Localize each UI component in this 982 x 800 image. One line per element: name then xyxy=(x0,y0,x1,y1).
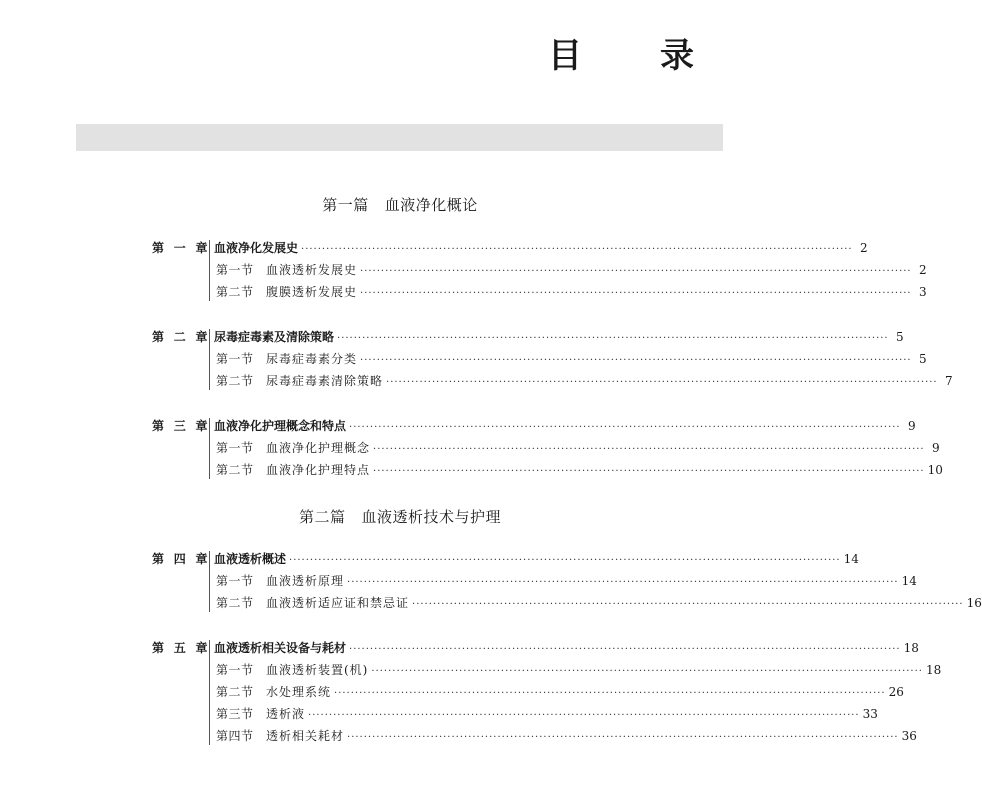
page-number: 5 xyxy=(918,352,927,366)
dot-leader: ···································································································································· xyxy=(360,288,912,299)
toc-entry-section[interactable] xyxy=(152,370,953,392)
toc-entry-chapter[interactable] xyxy=(152,237,868,259)
page-number: 9 xyxy=(907,419,916,433)
dot-leader: ···································································································································· xyxy=(289,555,841,566)
chapter-2 xyxy=(152,326,953,392)
section-label: 第一节 xyxy=(216,352,254,366)
section-title: 血液透析适应证和禁忌证 xyxy=(266,596,410,610)
chapter-3 xyxy=(152,415,943,481)
toc-entry-section[interactable] xyxy=(152,348,927,370)
part-number: 第一篇 xyxy=(322,196,369,214)
dot-leader: ···································································································································· xyxy=(360,266,912,277)
chapter-5 xyxy=(152,637,942,747)
dot-leader: ···································································································································· xyxy=(349,422,901,433)
part-name: 血液透析技术与护理 xyxy=(361,508,502,526)
dot-leader: ···································································································································· xyxy=(308,710,860,721)
section-label: 第三节 xyxy=(216,707,254,721)
chapter-title: 血液透析概述 xyxy=(214,552,287,566)
page-number: 18 xyxy=(925,663,942,677)
part-1-heading xyxy=(0,194,800,215)
chapter-label: 第 五 章 xyxy=(152,641,211,655)
section-label: 第一节 xyxy=(216,263,254,277)
section-label: 第二节 xyxy=(216,685,254,699)
toc-entry-chapter[interactable] xyxy=(152,326,904,348)
toc-entry-section[interactable] xyxy=(152,259,927,281)
section-title: 血液透析装置(机) xyxy=(266,663,369,677)
section-label: 第一节 xyxy=(216,663,254,677)
chapter-title: 尿毒症毒素及清除策略 xyxy=(214,330,335,344)
toc-entry-chapter[interactable] xyxy=(152,415,916,437)
page-number: 7 xyxy=(944,374,953,388)
dot-leader: ···································································································································· xyxy=(412,599,964,610)
page-number: 18 xyxy=(903,641,919,655)
section-title: 血液透析发展史 xyxy=(266,263,358,277)
section-label: 第二节 xyxy=(216,285,254,299)
section-label: 第二节 xyxy=(216,463,254,477)
section-title: 水处理系统 xyxy=(266,685,332,699)
section-title: 尿毒症毒素分类 xyxy=(266,352,358,366)
page-number: 16 xyxy=(966,596,982,610)
section-label: 第四节 xyxy=(216,729,254,743)
toc-entry-section[interactable] xyxy=(152,703,878,725)
page-number: 14 xyxy=(901,574,917,588)
page-number: 14 xyxy=(843,552,859,566)
chapter-1 xyxy=(152,237,927,303)
section-title: 血液透析原理 xyxy=(266,574,345,588)
part-2-heading xyxy=(0,506,800,527)
section-title: 透析液 xyxy=(266,707,306,721)
section-label: 第二节 xyxy=(216,596,254,610)
toc-entry-chapter[interactable] xyxy=(152,637,919,659)
toc-entry-section[interactable] xyxy=(152,659,942,681)
part-name: 血液净化概论 xyxy=(384,196,478,214)
section-title: 腹膜透析发展史 xyxy=(266,285,358,299)
part-number: 第二篇 xyxy=(298,508,346,526)
toc-entry-section[interactable] xyxy=(152,592,982,614)
toc-entry-section[interactable] xyxy=(152,437,940,459)
toc-entry-section[interactable] xyxy=(152,459,943,481)
section-label: 第二节 xyxy=(216,374,254,388)
page-number: 10 xyxy=(927,463,943,477)
dot-leader: ···································································································································· xyxy=(371,666,923,677)
toc-entry-section[interactable] xyxy=(152,681,904,703)
section-title: 血液净化护理概念 xyxy=(266,441,371,455)
toc-entry-section[interactable] xyxy=(152,725,917,747)
section-title: 尿毒症毒素清除策略 xyxy=(266,374,384,388)
dot-leader: ···································································································································· xyxy=(347,577,899,588)
chapter-title: 血液净化护理概念和特点 xyxy=(214,419,347,433)
page-number: 3 xyxy=(918,285,927,299)
dot-leader: ···································································································································· xyxy=(349,644,901,655)
dot-leader: ···································································································································· xyxy=(360,355,912,366)
section-label: 第一节 xyxy=(216,441,254,455)
chapter-title: 血液透析相关设备与耗材 xyxy=(214,641,347,655)
page-number: 33 xyxy=(862,707,878,721)
chapter-label: 第 二 章 xyxy=(152,330,211,344)
page-number: 36 xyxy=(901,729,917,743)
chapter-title: 血液净化发展史 xyxy=(214,241,299,255)
toc-entry-section[interactable] xyxy=(152,570,917,592)
toc-entry-section[interactable] xyxy=(152,281,927,303)
dot-leader: ···································································································································· xyxy=(347,732,899,743)
page-title: 目 录 xyxy=(548,36,716,76)
dot-leader: ···································································································································· xyxy=(373,444,925,455)
toc-entry-chapter[interactable] xyxy=(152,548,859,570)
section-title: 透析相关耗材 xyxy=(266,729,345,743)
page-number: 5 xyxy=(895,330,904,344)
page-number: 2 xyxy=(918,263,927,277)
chapter-label: 第 三 章 xyxy=(152,419,211,433)
dot-leader: ···································································································································· xyxy=(301,244,853,255)
dot-leader: ···································································································································· xyxy=(386,377,938,388)
dot-leader: ···································································································································· xyxy=(334,688,886,699)
dot-leader: ···································································································································· xyxy=(337,333,889,344)
page-number: 26 xyxy=(888,685,904,699)
section-title: 血液净化护理特点 xyxy=(266,463,371,477)
page-number: 2 xyxy=(859,241,868,255)
chapter-4 xyxy=(152,548,982,614)
section-label: 第一节 xyxy=(216,574,254,588)
chapter-label: 第 四 章 xyxy=(152,552,211,566)
dot-leader: ···································································································································· xyxy=(373,466,925,477)
header-band xyxy=(76,124,723,151)
chapter-label: 第 一 章 xyxy=(152,241,211,255)
page-number: 9 xyxy=(931,441,940,455)
